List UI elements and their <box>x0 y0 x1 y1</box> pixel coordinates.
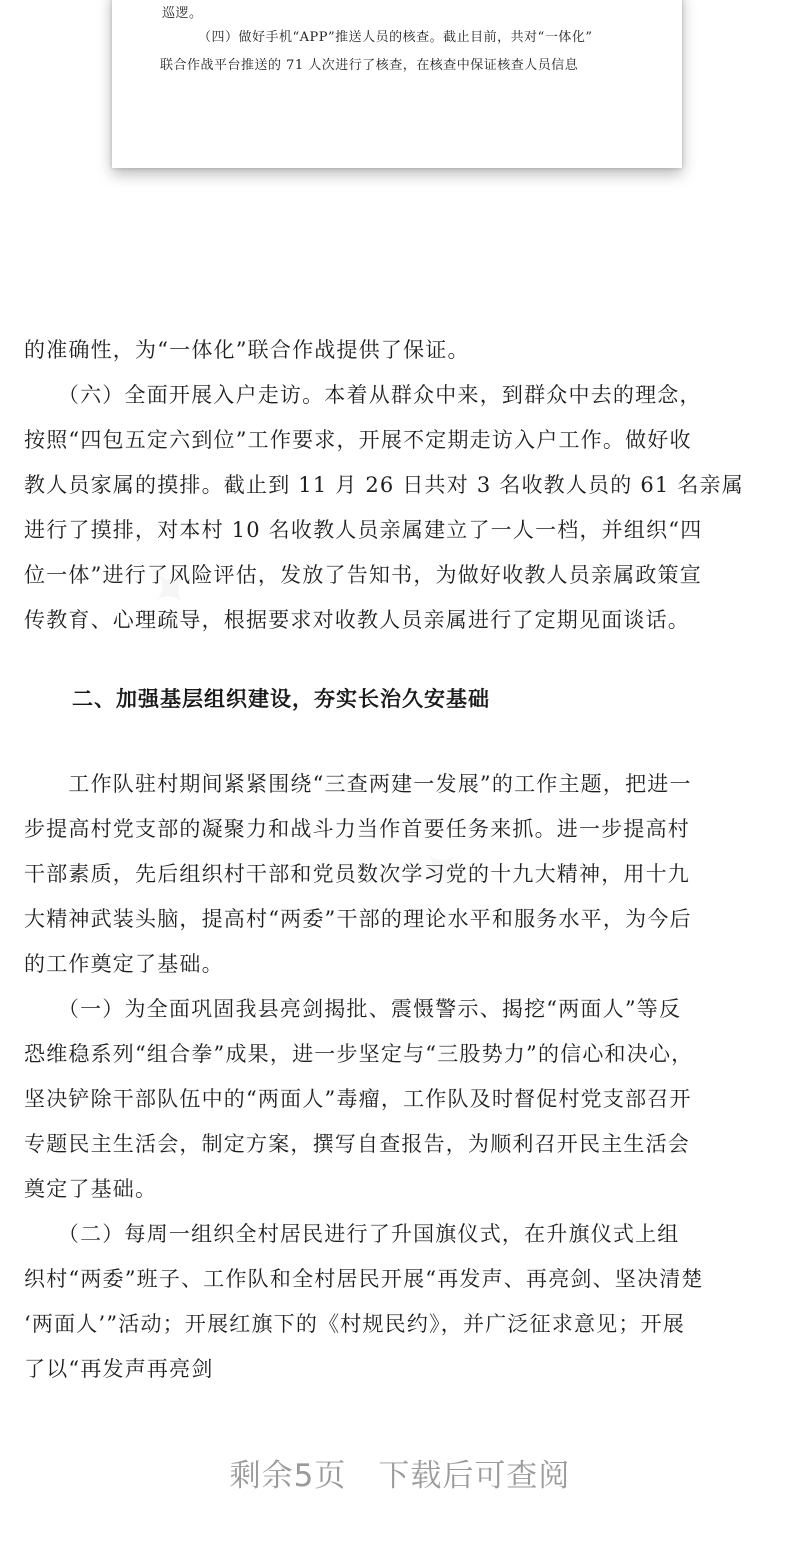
text-line: （一）为全面巩固我县亮剑揭批、震慑警示、揭挖“两面人”等反 <box>24 997 682 1021</box>
text-line: 传教育、心理疏导，根据要求对收教人员亲属进行了定期见面谈话。 <box>24 608 690 632</box>
text-line: 按照“四包五定六到位”工作要求，开展不定期走访入户工作。做好收 <box>24 428 692 452</box>
remaining-pages-link[interactable]: 剩余5页 下载后可查阅 <box>229 1458 571 1494</box>
text-line: 了以“再发声再亮剑 <box>24 1357 214 1381</box>
preview-line: （四）做好手机“APP”推送人员的核查。截止目前，共对“一体化” <box>198 30 593 45</box>
preview-line: 巡逻。 <box>162 6 203 21</box>
text-line: 步提高村党支部的凝聚力和战斗力当作首要任务来抓。进一步提高村 <box>24 817 690 841</box>
text-line: （二）每周一组织全村居民进行了升国旗仪式，在升旗仪式上组 <box>24 1222 680 1246</box>
previous-page-preview <box>112 0 682 168</box>
text-line: 干部素质，先后组织村干部和党员数次学习党的十九大精神，用十九 <box>24 862 690 886</box>
text-line: ‘两面人’”活动；开展红旗下的《村规民约》，并广泛征求意见；开展 <box>24 1312 685 1336</box>
text-line: 大精神武装头脑，提高村“两委”干部的理论水平和服务水平，为今后 <box>24 907 692 931</box>
text-line: 恐维稳系列“组合拳”成果，进一步坚定与“三股势力”的信心和决心， <box>24 1042 694 1066</box>
text-line: 奠定了基础。 <box>24 1177 158 1201</box>
text-line: 的工作奠定了基础。 <box>24 952 224 976</box>
text-line: 位一体”进行了风险评估，发放了告知书，为做好收教人员亲属政策宣 <box>24 563 702 587</box>
text-line: （六）全面开展入户走访。本着从群众中来，到群众中去的理念， <box>24 383 702 407</box>
section-heading: 二、加强基层组织建设，夯实长治久安基础 <box>72 687 490 711</box>
text-line: 进行了摸排，对本村 10 名收教人员亲属建立了一人一档，并组织“四 <box>24 518 703 542</box>
text-line: 织村“两委”班子、工作队和全村居民开展“再发声、再亮剑、坚决清楚 <box>24 1267 704 1291</box>
preview-line: 联合作战平台推送的 71 人次进行了核查，在核查中保证核查人员信息 <box>160 58 579 73</box>
text-line: 专题民主生活会，制定方案，撰写自查报告，为顺利召开民主生活会 <box>24 1132 690 1156</box>
text-line: 工作队驻村期间紧紧围绕“三查两建一发展”的工作主题，把进一 <box>24 772 692 796</box>
text-line: 教人员家属的摸排。截止到 11 月 26 日共对 3 名收教人员的 61 名亲属 <box>24 473 744 497</box>
text-line: 坚决铲除干部队伍中的“两面人”毒瘤，工作队及时督促村党支部召开 <box>24 1087 692 1111</box>
text-line: 的准确性，为“一体化”联合作战提供了保证。 <box>24 338 470 362</box>
